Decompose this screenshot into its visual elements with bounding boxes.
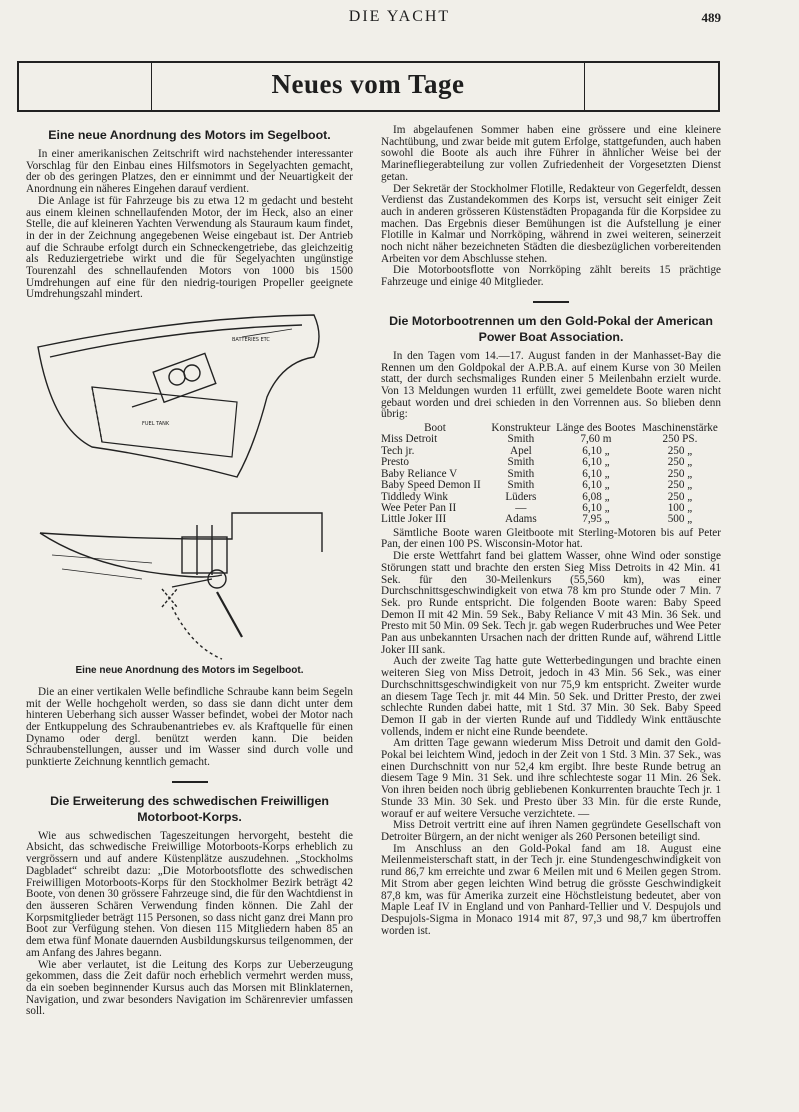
- col-header-laenge: Länge des Bootes: [556, 422, 636, 435]
- page-number: 489: [701, 10, 721, 25]
- cell: 100 „: [667, 501, 693, 514]
- cell: 7,95 „: [582, 513, 610, 526]
- cell: 250 PS.: [662, 433, 698, 446]
- cell: Adams: [505, 513, 537, 526]
- left-column: [26, 125, 353, 1018]
- figure-caption: Eine neue Anordnung des Motors im Segelboot.: [75, 665, 304, 677]
- paragraph: In einer amerikanischen Zeitschrift wird nachstehender interessanter Vorschlag für den Einbau eines Hilfsmotors in Segelyachten gemacht, der ob des geringen Platzes, den er einnimmt und der Neuartigkeit der Anordnung ein näheres Eingehen darauf verdient.: [26, 148, 353, 196]
- boats-table: [381, 423, 721, 526]
- paragraph: Wie aber verlautet, ist die Leitung des Korps zur Ueberzeugung gekommen, dass die Zeit dafür noch erheblich vermehrt werden muss, da ein soeben beginnender Kursus auch das Morsen mit Blinklaternen, Navigation, und zwar besonders Navigation im Schärenrevier umfassen soll.: [26, 958, 353, 1018]
- cell: Lüders: [505, 490, 537, 503]
- cell: 250 „: [667, 456, 693, 469]
- cell: 6,10 „: [582, 501, 610, 514]
- paragraph: Wie aus schwedischen Tageszeitungen hervorgeht, besteht die Absicht, das schwedische Freiwillige Motorboots-Korps erheblich zu vergrössern und auf andere Küstenplätze auszudehnen. „Stockholms Dagbladet“ schreibt dazu: „Die Motorbootsflotte des schwedischen Freiwilligen Motorboots-Korps für den Stockholmer Bezirk beträgt 42 Boote, von denen 30 grössere Fahrzeuge sind, die für den Wachtdienst in den äusseren Schären Verwendung finden können. Die Zahl der Korpsmitglieder beträgt 115 Personen, so dass nicht ganz drei Mann pro Boot zur Verfügung stehen. Von diesen 115 Mitgliedern haben 85 an dem etwa fünf Monate dauernden Ausbildungskursus teilgenommen, der am Anfang des Jahres begann.: [26, 829, 353, 959]
- cell: 6,10 „: [582, 456, 610, 469]
- cell: 6,10 „: [582, 479, 610, 492]
- cell: Tech jr.: [381, 444, 415, 457]
- paragraph: Die Anlage ist für Fahrzeuge bis zu etwa 12 m gedacht und besteht aus einem kleinen schnellaufenden Motor, der im Heck, also an einer Stelle, die auf kleineren Yachten Verwendung als Stauraum kaum findet, in der in der Zeichnung angegebenen Weise eingebaut ist. Der Antrieb auf die Schraube erfolgt durch ein Schneckengetriebe, das gleichzeitig als Reduziergetriebe wirkt und die für Segelyachten ungünstige Tourenzahl des schnellaufenden Motors von 1000 bis 1500 Umdrehungen auf eine für den niedrig-tourigen Propeller geeignete Umdrehungszahl mindert.: [26, 194, 353, 301]
- paragraph: In den Tagen vom 14.—17. August fanden in der Manhasset-Bay die Rennen um den Goldpokal der A.P.B.A. auf einem Kurse von 30 Meilen statt, der durch sechsmaliges Runden einer 5 Meilenbahn erzielt wurde. Von 13 Meldungen wurden 11 erfüllt, zwei gemeldete Boote waren nicht gebaut worden und drei schieden in den Vorrennen aus. So blieben denn übrig:: [381, 349, 721, 421]
- cell: Smith: [507, 467, 535, 480]
- section-title: Neues vom Tage: [271, 69, 465, 99]
- cell: Baby Speed Demon II: [381, 479, 481, 492]
- cell: Tiddledy Wink: [381, 490, 448, 503]
- article-title-motor-segelboot: Eine neue Anordnung des Motors im Segelboot.: [48, 128, 331, 142]
- paragraph: Im Anschluss an den Gold-Pokal fand am 18. August eine Meilenmeisterschaft statt, in der Tech jr. eine Stundengeschwindigkeit von rund 86,7 km erreichte und zwar 6 Meilen mit und 6 Meilen gegen Strom. Mit Strom aber gegen leichten Wind betrug die grösste Geschwindigkeit 87,8 km, was für Amerika zurzeit eine Höchstleistung bedeutet, aber von Maple Leaf IV in England und von Panhard-Tellier und V. Despujols und Despujols-Sigma in Monaco 1914 mit 87, 97,3 und 98,7 km übertroffen worden ist.: [381, 842, 721, 937]
- cell: 7,60 m: [580, 433, 612, 446]
- right-column: [381, 125, 721, 937]
- cell: 250 „: [667, 479, 693, 492]
- cell: 6,10 „: [582, 444, 610, 457]
- col-header-maschinenstaerke: Maschinenstärke: [642, 422, 718, 435]
- engine-drawing: [32, 307, 332, 661]
- paragraph: Die erste Wettfahrt fand bei glattem Wasser, ohne Wind oder sonstige Störungen statt und brachte den ersten Sieg Miss Detroits in 42 Min. 41 Sek. für den 30-Meilenkurs (55,560 km), was einer Durchschnittsgeschwindigkeit von etwa 78 km pro Stunde oder 7 Min. 7 Sek. pro Runde entspricht. Die folgenden Boote waren: Baby Speed Demon II mit 42 Min. 59 Sek., Baby Reliance V mit 43 Min. 36 Sek. und Presto mit 50 Min. 09 Sek. Tech jr. gab wegen Ruderbruches und Wee Peter Pan aus unbekannten Ursachen nach der dritten Runde auf, während Little Joker III sank.: [381, 550, 721, 656]
- cell: Baby Reliance V: [381, 467, 458, 480]
- paragraph: Die Motorbootsflotte von Norrköping zählt bereits 15 prächtige Fahrzeuge und einige 40 Mitglieder.: [381, 264, 721, 289]
- cell: Miss Detroit: [381, 433, 438, 446]
- title-divider-right: [584, 63, 585, 110]
- cell: 250 „: [667, 490, 693, 503]
- cell: Smith: [507, 433, 535, 446]
- paragraph: Der Sekretär der Stockholmer Flotille, Redakteur von Gegerfeldt, dessen Verdienst das Zustandekommen des Korps ist, versucht seit einiger Zeit auch in anderen grösseren Küstenstädten Propaganda für die Korpsidee zu machen. Das Ergebnis dieser Bemühungen ist die Aufstellung je einer Flotille in Kalmar und Norrköping, während in zwei weiteren, seinerzeit noch nicht näher bezeichneten Städten die diesbezüglichen vorbereitenden Arbeiten vor dem Abschlusse stehen.: [381, 182, 721, 265]
- paragraph: Sämtliche Boote waren Gleitboote mit Sterling-Motoren bis auf Peter Pan, der einen 100 PS. Wisconsin-Motor hat.: [381, 526, 721, 551]
- cell: Wee Peter Pan II: [381, 501, 457, 514]
- figure-label-batteries: BATTERIES ETC: [232, 337, 270, 344]
- section-rule: [172, 781, 208, 783]
- figure-label-fueltank: FUEL TANK: [142, 421, 170, 428]
- cell: 250 „: [667, 444, 693, 457]
- cell: Smith: [507, 479, 535, 492]
- paragraph: Am dritten Tage gewann wiederum Miss Detroit und damit den Gold-Pokal bei leichtem Wind, jedoch in der Zeit von 1 Std. 3 Min. 37 Sek., was einen Durchschnitt von nur 52,4 km ergibt. Ihre beste Runde betrug an diesem Tage 9 Min. 31 Sek. und ihre schlechteste sogar 11 Min. 26 Sek. Von ihren beiden noch übrig gebliebenen Konkurrenten brauchte Tech jr. 1 Stunde 33 Min. 30 Sek. und Presto über 33 Min. für die erste Runde, worauf er auf weitere Versuche verzichtete. —: [381, 737, 721, 820]
- cell: Smith: [507, 456, 535, 469]
- table-row: [381, 514, 721, 525]
- cell: 500 „: [667, 513, 693, 526]
- section-rule: [533, 301, 569, 303]
- cell: Apel: [510, 444, 532, 457]
- cell: 250 „: [667, 467, 693, 480]
- masthead: DIE YACHT: [348, 8, 451, 25]
- engine-figure: [26, 307, 353, 661]
- table-row: [381, 457, 721, 468]
- col-header-boot: Boot: [424, 422, 446, 435]
- paragraph: Im abgelaufenen Sommer haben eine grössere und eine kleinere Nachtübung, und zwar beide mit gutem Erfolge, stattgefunden, auch haben sowohl die Boote als auch ihre Führer in ähnlicher Weise bei der Marinefliegerabteilung zur vollen Zufriedenheit der Vorgesetzten Dienst getan.: [381, 124, 721, 183]
- paragraph: Die an einer vertikalen Welle befindliche Schraube kann beim Segeln mit der Welle hochgeholt werden, so dass sie dann dicht unter dem hinteren Ueberhang sich ausser Wasser befindet, wobei der Motor nach der Entkuppelung des Schraubenantriebes ev. als Kraftquelle für einen Dynamo oder dergl. benützt werden kann. Die beiden Schraubenstellungen, ausser und im Wasser sind durch volle und punktierte Zeichnung kenntlich gemacht.: [26, 685, 353, 769]
- article-title-gold-pokal: Die Motorbootrennen um den Gold-Pokal der American Power Boat Association.: [389, 313, 713, 344]
- table-row: [381, 480, 721, 491]
- paragraph: Miss Detroit vertritt eine auf ihren Namen gegründete Gesellschaft von Detroiter Bürgern, an der nicht weniger als 260 Personen beteiligt sind.: [381, 819, 721, 843]
- article-title-motorboot-korps: Die Erweiterung des schwedischen Freiwilligen Motorboot-Korps.: [50, 793, 329, 824]
- cell: 6,10 „: [582, 467, 610, 480]
- col-header-konstrukteur: Konstrukteur: [491, 422, 551, 435]
- section-title-box: [17, 61, 720, 112]
- cell: Little Joker III: [381, 513, 447, 526]
- page-header: [0, 8, 799, 30]
- cell: Presto: [381, 456, 409, 469]
- cell: —: [515, 501, 527, 514]
- cell: 6,08 „: [582, 490, 610, 503]
- paragraph: Auch der zweite Tag hatte gute Wetterbedingungen und brachte einen weiteren Sieg von Miss Detroit, jedoch in 43 Min. 56 Sek., was einer Durchschnittsgeschwindigkeit von nur 75,9 km entspricht. Zweiter wurde an diesem Tage Tech jr. mit 44 Min. 50 Sek. und Dritter Presto, der zwei schlechte Runden dabei hatte, mit 1 Std. 37 Min. 30 Sek. Baby Speed Demon II gab in der vierten Runde auf und Tiddledy Wink enttäuschte vollends, indem er nicht eine Runde beendete.: [381, 655, 721, 738]
